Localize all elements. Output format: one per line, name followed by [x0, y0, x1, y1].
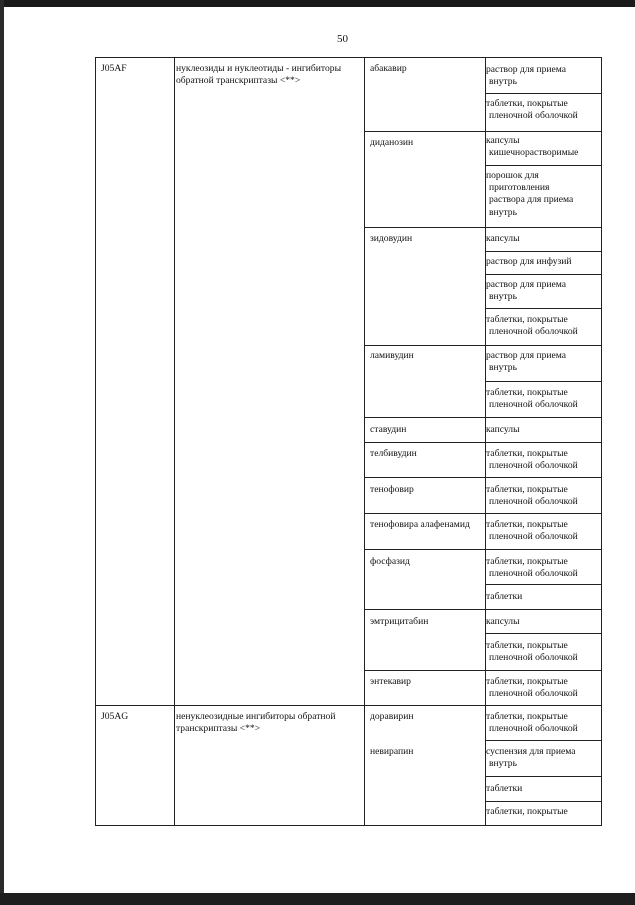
drug-name: ламивудин: [370, 350, 414, 361]
dosage-form-line: капсулы: [486, 233, 520, 244]
dosage-form-line: пленочной оболочкой: [489, 399, 578, 411]
page-number: 50: [337, 33, 348, 45]
dosage-form-line: таблетки, покрытые: [486, 640, 568, 651]
dosage-form-line: капсулы: [486, 616, 520, 627]
dosage-form-line: раствор для приема: [486, 279, 567, 290]
dosage-form-line: суспензия для приема: [486, 746, 576, 757]
drug-name: эмтрицитабин: [370, 616, 429, 627]
dosage-form-line: таблетки, покрытые: [486, 448, 568, 459]
row-rule: [95, 705, 602, 706]
column-rule: [174, 57, 175, 825]
row-rule: [364, 609, 602, 610]
dosage-form-line: раствор для приема: [486, 64, 567, 75]
column-rule: [364, 57, 365, 825]
dosage-form: [486, 64, 600, 88]
dosage-form: [486, 279, 600, 303]
drug-name: абакавир: [370, 63, 407, 74]
dosage-form-line: порошок для: [486, 170, 539, 181]
group-name: нуклеозиды и нуклеотиды - ингибиторы обратной транскриптазы <**>: [176, 63, 342, 87]
dosage-form: [486, 98, 600, 122]
row-rule: [485, 308, 602, 309]
drug-name: энтекавир: [370, 676, 411, 687]
dosage-form-line: внутрь: [489, 76, 517, 88]
row-rule: [364, 670, 602, 671]
dosage-form: [486, 484, 600, 508]
row-rule: [485, 381, 602, 382]
row-rule: [485, 584, 602, 585]
dosage-form-line: таблетки, покрытые: [486, 806, 568, 817]
row-rule: [485, 93, 602, 94]
dosage-form-line: таблетки, покрытые: [486, 314, 568, 325]
dosage-form-line: капсулы: [486, 424, 520, 435]
dosage-form-line: пленочной оболочкой: [489, 460, 578, 472]
dosage-form-line: пленочной оболочкой: [489, 652, 578, 664]
drug-name: зидовудин: [370, 233, 413, 244]
dosage-form: [486, 233, 600, 245]
dosage-form: [486, 556, 600, 580]
dosage-form-line: пленочной оболочкой: [489, 568, 578, 580]
row-rule: [364, 513, 602, 514]
row-rule: [485, 740, 602, 741]
dosage-form-line: раствор для приема: [486, 350, 567, 361]
drug-name: диданозин: [370, 137, 414, 148]
drug-name: тенофовир: [370, 484, 414, 495]
dosage-form-line: пленочной оболочкой: [489, 688, 578, 700]
dosage-form-line: приготовления: [489, 182, 550, 194]
dosage-form-line: раствора для приема: [489, 194, 574, 206]
row-rule: [364, 345, 602, 346]
dosage-form: [486, 170, 600, 219]
row-rule: [485, 165, 602, 166]
dosage-form: [486, 711, 600, 735]
dosage-form-line: внутрь: [489, 362, 517, 374]
dosage-form: [486, 314, 600, 338]
dosage-form: [486, 387, 600, 411]
dosage-form-line: внутрь: [489, 206, 517, 218]
dosage-form-line: пленочной оболочкой: [489, 531, 578, 543]
atc-code: J05AG: [101, 711, 129, 722]
dosage-form: [486, 806, 600, 818]
dosage-form: [486, 424, 600, 436]
dosage-form-line: таблетки: [486, 591, 523, 602]
row-rule: [364, 131, 602, 132]
drug-name: ставудин: [370, 424, 407, 435]
dosage-form-line: таблетки, покрытые: [486, 98, 568, 109]
dosage-form: [486, 783, 600, 795]
atc-code: J05AF: [101, 63, 127, 74]
row-rule: [364, 477, 602, 478]
row-rule: [364, 442, 602, 443]
row-rule: [485, 776, 602, 777]
dosage-form-line: таблетки, покрытые: [486, 556, 568, 567]
dosage-form-line: раствор для инфузий: [486, 256, 572, 267]
row-rule: [364, 549, 602, 550]
dosage-form: [486, 350, 600, 374]
dosage-form: [486, 448, 600, 472]
column-rule: [601, 57, 602, 825]
dosage-form: [486, 519, 600, 543]
dosage-form-line: таблетки, покрытые: [486, 676, 568, 687]
dosage-form: [486, 616, 600, 628]
scan-edge-left: [0, 0, 4, 905]
drug-name: доравирин: [370, 711, 414, 722]
scan-edge-bottom: [0, 893, 635, 905]
row-rule: [485, 251, 602, 252]
dosage-form-line: таблетки, покрытые: [486, 711, 568, 722]
dosage-form-line: пленочной оболочкой: [489, 723, 578, 735]
dosage-form-line: внутрь: [489, 758, 517, 770]
row-rule: [485, 633, 602, 634]
dosage-form-line: таблетки, покрытые: [486, 387, 568, 398]
dosage-form-line: таблетки, покрытые: [486, 484, 568, 495]
drug-name: фосфазид: [370, 556, 410, 567]
dosage-form: [486, 256, 600, 268]
dosage-form: [486, 746, 600, 770]
dosage-form-line: пленочной оболочкой: [489, 326, 578, 338]
dosage-form-line: таблетки, покрытые: [486, 519, 568, 530]
drug-name: тенофовира алафенамид: [370, 519, 470, 530]
group-name: ненуклеозидные ингибиторы обратной транскриптазы <**>: [176, 711, 336, 735]
row-rule: [485, 274, 602, 275]
scan-edge-top: [0, 0, 635, 7]
dosage-form-line: таблетки: [486, 783, 523, 794]
dosage-form-line: капсулы: [486, 135, 520, 146]
row-rule: [95, 825, 602, 826]
drug-name: телбивудин: [370, 448, 417, 459]
dosage-form: [486, 640, 600, 664]
drug-name: невирапин: [370, 746, 414, 757]
row-rule: [485, 801, 602, 802]
dosage-form: [486, 591, 600, 603]
dosage-form: [486, 135, 600, 159]
dosage-form-line: пленочной оболочкой: [489, 110, 578, 122]
row-rule: [364, 227, 602, 228]
row-rule: [364, 417, 602, 418]
dosage-form-line: кишечнорастворимые: [489, 147, 579, 159]
dosage-form-line: пленочной оболочкой: [489, 496, 578, 508]
dosage-form: [486, 676, 600, 700]
dosage-form-line: внутрь: [489, 291, 517, 303]
